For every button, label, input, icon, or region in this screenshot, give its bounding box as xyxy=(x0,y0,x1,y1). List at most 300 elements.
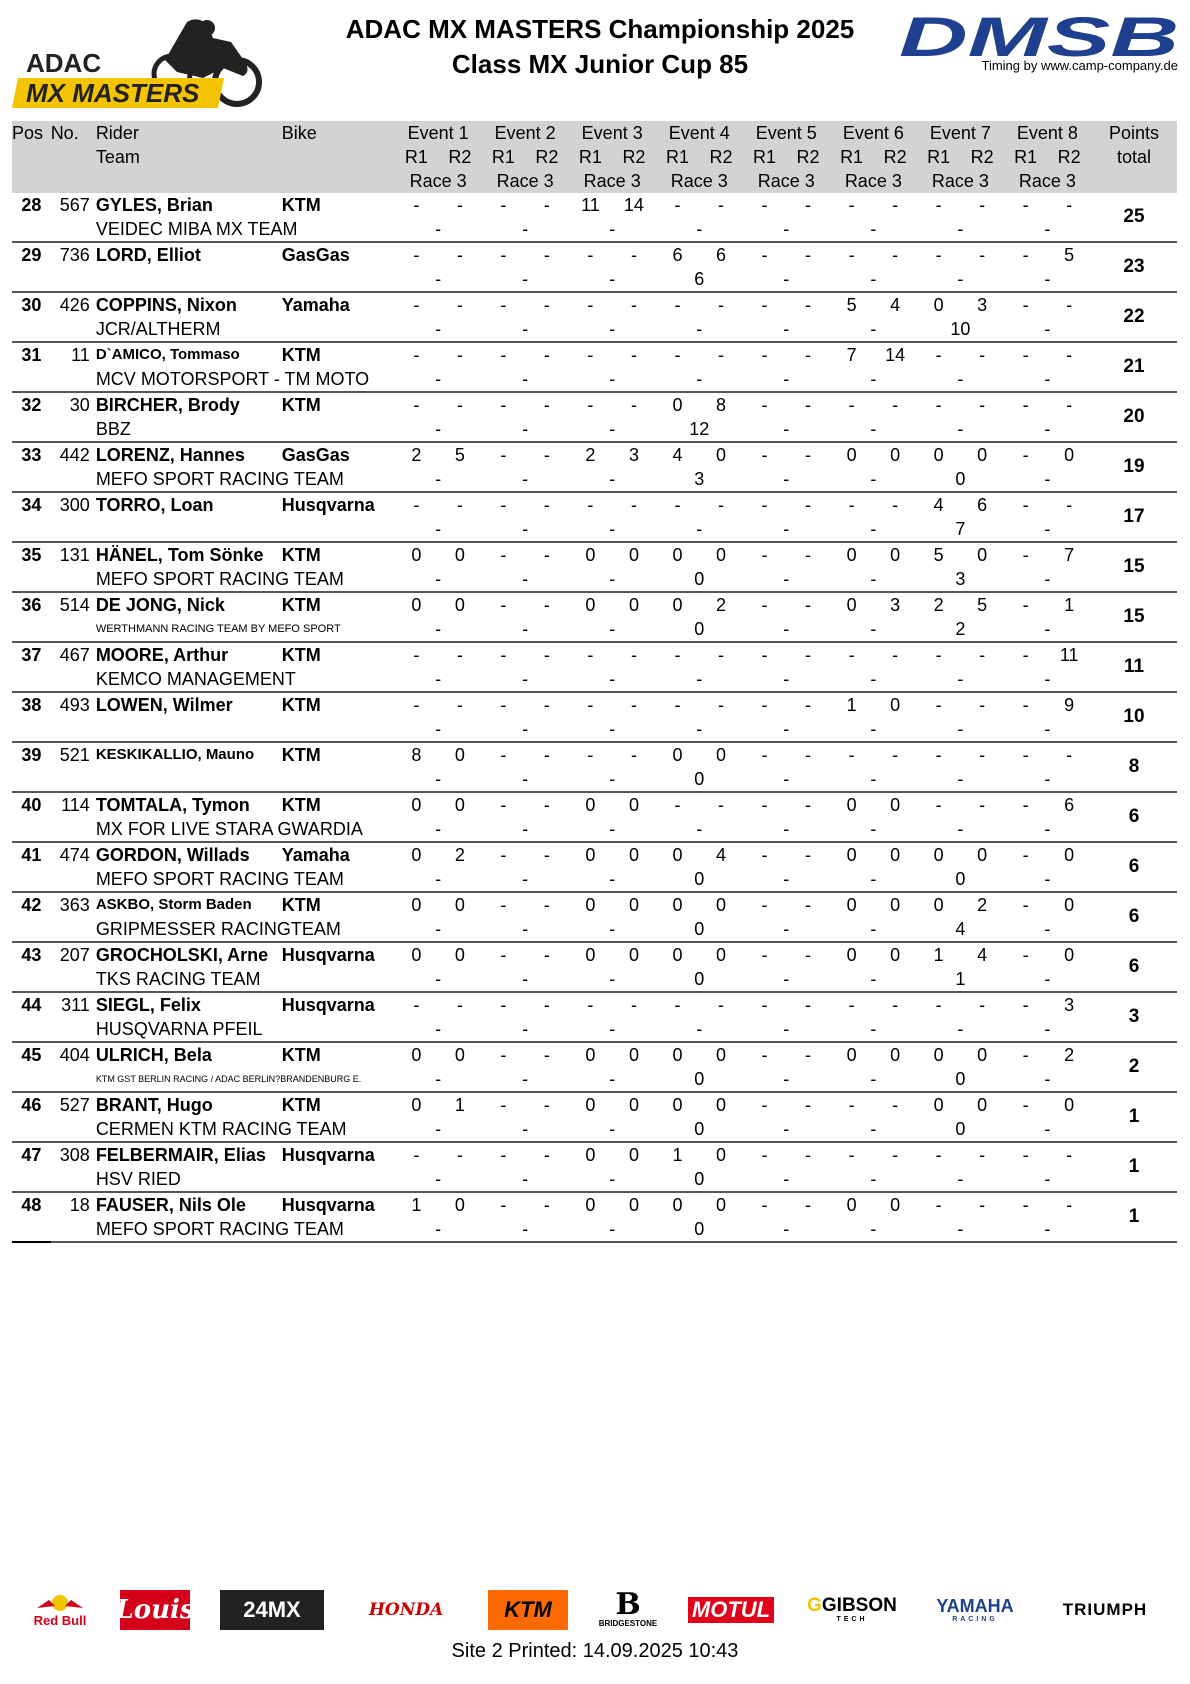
race-3-result: - xyxy=(435,219,442,239)
event-result xyxy=(395,693,482,741)
event-result xyxy=(395,1093,482,1141)
race-1-result: 0 xyxy=(846,845,857,865)
row-number: 514 xyxy=(51,592,96,642)
race-1-result: 0 xyxy=(933,445,944,465)
event-result xyxy=(1004,693,1091,741)
race-1-result: - xyxy=(674,695,681,715)
race-2-result: - xyxy=(979,745,986,765)
event-result xyxy=(830,1143,917,1191)
event-result xyxy=(830,1043,917,1091)
race-1-result: - xyxy=(761,1145,768,1165)
table-row xyxy=(12,792,1177,842)
race-1-result: - xyxy=(1022,795,1029,815)
race-1-result: 0 xyxy=(585,895,596,915)
race-3-result: 2 xyxy=(955,619,966,639)
race-2-result: - xyxy=(805,495,812,515)
race-1-result: - xyxy=(761,345,768,365)
race-2-result: 0 xyxy=(1064,1095,1075,1115)
row-pos: 39 xyxy=(12,742,51,792)
event-result xyxy=(917,343,1004,391)
table-row xyxy=(12,1142,1177,1192)
r1-label: R1 xyxy=(578,147,602,167)
race-3-result: - xyxy=(1044,269,1051,289)
race-3-result: - xyxy=(957,669,964,689)
race-3-result: - xyxy=(609,469,616,489)
race-3-result: - xyxy=(783,319,790,339)
race-2-result: 8 xyxy=(715,395,726,415)
race-3-result: - xyxy=(435,769,442,789)
r2-label: R2 xyxy=(883,147,907,167)
race-1-result: 0 xyxy=(585,595,596,615)
race-2-result: - xyxy=(543,545,550,565)
event-result xyxy=(482,1093,569,1141)
r2-label: R2 xyxy=(622,147,646,167)
race-3-result: - xyxy=(435,669,442,689)
event-result xyxy=(917,1193,1004,1241)
race-3-result: - xyxy=(522,1219,529,1239)
race-2-result: - xyxy=(456,995,463,1015)
rider-bike: KTM xyxy=(282,542,395,592)
event-result xyxy=(917,793,1004,841)
r1-label: R1 xyxy=(840,147,864,167)
race-3-result: - xyxy=(522,1069,529,1089)
event-result xyxy=(569,343,656,391)
rider-team: MEFO SPORT RACING TEAM xyxy=(95,1219,344,1239)
event-result xyxy=(569,1043,656,1091)
race-3-result: - xyxy=(870,919,877,939)
race-1-result: 0 xyxy=(672,745,683,765)
race-1-result: 0 xyxy=(672,595,683,615)
rider-name: ULRICH, Bela xyxy=(95,1045,212,1065)
race-3-result: 0 xyxy=(955,1069,966,1089)
points-total: 17 xyxy=(1091,492,1177,542)
race-3-result: 0 xyxy=(694,569,705,589)
race-1-result: - xyxy=(1022,445,1029,465)
event-result xyxy=(917,393,1004,441)
race-2-result: 0 xyxy=(977,1045,988,1065)
race-2-result: - xyxy=(805,195,812,215)
results-body xyxy=(12,193,1177,1242)
event-result xyxy=(482,893,569,941)
event-result xyxy=(830,293,917,341)
table-row xyxy=(12,742,1177,792)
race-3-result: - xyxy=(783,469,790,489)
event-result xyxy=(743,243,830,291)
race-2-result: 4 xyxy=(890,295,901,315)
rider-bike: KTM xyxy=(282,692,395,742)
logo-mxmasters-text: MX MASTERS xyxy=(26,78,200,108)
rider-name: LORENZ, Hannes xyxy=(95,445,245,465)
race-2-result: - xyxy=(805,1195,812,1215)
event-label: Event 1 xyxy=(407,123,469,143)
event-result xyxy=(743,193,830,241)
redbull-logo: Red Bull xyxy=(30,1590,90,1630)
race-2-result: - xyxy=(805,995,812,1015)
points-total: 22 xyxy=(1091,292,1177,342)
race-2-result: - xyxy=(456,345,463,365)
race-2-result: - xyxy=(717,195,724,215)
rider-team: VEIDEC MIBA MX TEAM xyxy=(95,219,298,239)
race-2-result: 0 xyxy=(890,845,901,865)
race-3-result: - xyxy=(870,1169,877,1189)
table-row xyxy=(12,692,1177,742)
race-2-result: 2 xyxy=(715,595,726,615)
race-1-result: 0 xyxy=(585,795,596,815)
race-1-result: - xyxy=(413,695,420,715)
event-result xyxy=(1004,293,1091,341)
race-1-result: - xyxy=(761,595,768,615)
race-3-result: - xyxy=(522,469,529,489)
race-1-result: 0 xyxy=(585,1195,596,1215)
rider-team: MCV MOTORSPORT - TM MOTO xyxy=(95,369,370,389)
row-pos: 46 xyxy=(12,1092,51,1142)
race-2-result: - xyxy=(630,345,637,365)
race-2-result: 0 xyxy=(890,545,901,565)
race-3-result: 0 xyxy=(955,869,966,889)
race-3-result: - xyxy=(609,719,616,739)
race-1-result: 0 xyxy=(411,1095,422,1115)
race-2-result: - xyxy=(630,645,637,665)
race-3-result: - xyxy=(783,369,790,389)
r1-label: R1 xyxy=(1014,147,1038,167)
race-3-result: - xyxy=(783,869,790,889)
race-1-result: - xyxy=(761,445,768,465)
event-result xyxy=(830,593,917,641)
race-2-result: 11 xyxy=(1059,645,1079,665)
race-2-result: - xyxy=(543,695,550,715)
rider-bike: KTM xyxy=(282,642,395,692)
race-3-result: - xyxy=(435,1119,442,1139)
dmsb-text: DMSB xyxy=(899,12,1179,62)
col-event-5 xyxy=(743,121,830,193)
rider-team: MX FOR LIVE STARA GWARDIA xyxy=(95,819,363,839)
race-3-result: - xyxy=(783,569,790,589)
race-3-result: 0 xyxy=(694,1069,705,1089)
race-3-result: - xyxy=(522,419,529,439)
race-1-result: - xyxy=(935,795,942,815)
race-3-result: - xyxy=(609,1169,616,1189)
race-1-result: 7 xyxy=(846,345,857,365)
event-result xyxy=(395,943,482,991)
logo-adac-text: ADAC xyxy=(26,48,102,78)
race-1-result: - xyxy=(500,745,507,765)
rider-bike: Husqvarna xyxy=(282,992,395,1042)
event-result xyxy=(482,793,569,841)
race-1-result: - xyxy=(848,195,855,215)
triumph-logo: TRIUMPH xyxy=(1062,1600,1148,1619)
event-result xyxy=(743,943,830,991)
race-2-result: - xyxy=(717,495,724,515)
points-total: 15 xyxy=(1091,542,1177,592)
r1-label: R1 xyxy=(404,147,428,167)
race-2-result: - xyxy=(805,445,812,465)
race-3-result: - xyxy=(1044,869,1051,889)
race-3-result: - xyxy=(783,719,790,739)
bridgestone-logo: B BRIDGESTONE xyxy=(598,1587,658,1628)
rider-bike: Husqvarna xyxy=(282,1142,395,1192)
race-3-result: - xyxy=(1044,369,1051,389)
race-2-result: - xyxy=(979,1145,986,1165)
race-2-result: 2 xyxy=(1064,1045,1075,1065)
rider-name: LORD, Elliot xyxy=(95,245,201,265)
row-number: 207 xyxy=(51,942,96,992)
event-result xyxy=(917,493,1004,541)
race-1-result: - xyxy=(761,845,768,865)
race-1-result: - xyxy=(1022,995,1029,1015)
race-2-result: 4 xyxy=(977,945,988,965)
event-result xyxy=(1004,843,1091,891)
race-2-result: - xyxy=(805,1045,812,1065)
event-result xyxy=(743,743,830,791)
rider-bike: KTM xyxy=(282,342,395,392)
race-3-result: - xyxy=(522,1019,529,1039)
event-result xyxy=(1004,793,1091,841)
race-1-result: - xyxy=(761,995,768,1015)
rider-name: KESKIKALLIO, Mauno xyxy=(95,746,255,763)
race-1-result: - xyxy=(935,345,942,365)
race-3-result: 12 xyxy=(689,419,710,439)
race-2-result: - xyxy=(892,745,899,765)
race-3-result: - xyxy=(1044,819,1051,839)
race-1-result: 8 xyxy=(411,745,422,765)
race-3-result: - xyxy=(783,1219,790,1239)
table-row xyxy=(12,592,1177,642)
event-result xyxy=(569,893,656,941)
points-total: 6 xyxy=(1091,892,1177,942)
race-1-result: 0 xyxy=(846,945,857,965)
event-result xyxy=(482,1143,569,1191)
race-3-result: - xyxy=(609,819,616,839)
race-2-result: - xyxy=(979,245,986,265)
rider-bike: GasGas xyxy=(282,442,395,492)
col-total: total xyxy=(1116,147,1151,167)
event-result xyxy=(743,543,830,591)
race-1-result: - xyxy=(587,995,594,1015)
race-2-result: - xyxy=(892,245,899,265)
race-3-result: - xyxy=(696,519,703,539)
race-1-result: 0 xyxy=(846,1045,857,1065)
race-1-result: - xyxy=(500,495,507,515)
race-3-result: - xyxy=(783,1119,790,1139)
race-2-result: - xyxy=(543,945,550,965)
race-3-result: - xyxy=(435,569,442,589)
race-2-result: 0 xyxy=(628,895,639,915)
event-result xyxy=(569,843,656,891)
race-1-result: - xyxy=(935,745,942,765)
event-result xyxy=(917,743,1004,791)
race-1-result: 0 xyxy=(846,595,857,615)
race-2-result: 0 xyxy=(454,895,465,915)
row-number: 567 xyxy=(51,193,96,242)
race-1-result: 4 xyxy=(672,445,683,465)
event-result xyxy=(569,543,656,591)
race-2-result: 0 xyxy=(977,445,988,465)
event-result xyxy=(656,693,743,741)
event-result xyxy=(743,843,830,891)
event-result xyxy=(395,393,482,441)
r2-label: R2 xyxy=(970,147,994,167)
race-1-result: 0 xyxy=(933,295,944,315)
race-3-result: - xyxy=(435,869,442,889)
event-result xyxy=(743,393,830,441)
row-pos: 43 xyxy=(12,942,51,992)
race-3-result: - xyxy=(609,919,616,939)
event-result xyxy=(569,1193,656,1241)
race-3-result: 0 xyxy=(694,1219,705,1239)
race-3-result: - xyxy=(1044,319,1051,339)
race-3-result: - xyxy=(522,869,529,889)
event-result xyxy=(656,243,743,291)
r1-label: R1 xyxy=(753,147,777,167)
race-1-result: - xyxy=(674,995,681,1015)
race-1-result: - xyxy=(587,345,594,365)
race-2-result: 0 xyxy=(715,1095,726,1115)
race-2-result: 4 xyxy=(715,845,726,865)
row-pos: 47 xyxy=(12,1142,51,1192)
event-result xyxy=(830,643,917,691)
event-result xyxy=(656,843,743,891)
race-3-result: - xyxy=(435,469,442,489)
rider-bike: KTM xyxy=(282,1092,395,1142)
race-3-result: - xyxy=(609,1219,616,1239)
race-2-result: 0 xyxy=(890,945,901,965)
race-3-result: - xyxy=(609,869,616,889)
row-number: 521 xyxy=(51,742,96,792)
race-1-result: - xyxy=(935,395,942,415)
event-label: Event 5 xyxy=(755,123,817,143)
race-3-result: - xyxy=(696,819,703,839)
race-3-result: - xyxy=(783,419,790,439)
event-result xyxy=(743,1093,830,1141)
race-2-result: 0 xyxy=(1064,445,1075,465)
race-2-result: - xyxy=(805,345,812,365)
race-2-result: 0 xyxy=(715,745,726,765)
event-result xyxy=(1004,1143,1091,1191)
event-result xyxy=(917,293,1004,341)
race-2-result: - xyxy=(543,895,550,915)
race-1-result: - xyxy=(1022,395,1029,415)
race-2-result: - xyxy=(543,1095,550,1115)
race-2-result: - xyxy=(892,495,899,515)
race-2-result: - xyxy=(805,545,812,565)
event-result xyxy=(569,243,656,291)
rider-team: BBZ xyxy=(95,419,131,439)
race-2-result: - xyxy=(543,595,550,615)
race-3-result: - xyxy=(609,1069,616,1089)
race-3-result: - xyxy=(609,1119,616,1139)
row-pos: 33 xyxy=(12,442,51,492)
event-result xyxy=(743,293,830,341)
event-result xyxy=(917,643,1004,691)
row-number: 300 xyxy=(51,492,96,542)
race-3-result: - xyxy=(609,669,616,689)
race-2-result: 0 xyxy=(628,595,639,615)
event-result xyxy=(395,443,482,491)
race-2-result: 5 xyxy=(454,445,465,465)
col-event-2 xyxy=(482,121,569,193)
row-pos: 30 xyxy=(12,292,51,342)
race-3-result: 0 xyxy=(955,1119,966,1139)
event-result xyxy=(743,593,830,641)
race-1-result: - xyxy=(935,995,942,1015)
race-2-result: - xyxy=(630,995,637,1015)
event-result xyxy=(1004,893,1091,941)
event-result xyxy=(1004,543,1091,591)
row-pos: 29 xyxy=(12,242,51,292)
col-event-3 xyxy=(569,121,656,193)
race-2-result: - xyxy=(456,1145,463,1165)
race-3-result: 0 xyxy=(694,869,705,889)
race-3-result: - xyxy=(957,419,964,439)
page-title xyxy=(300,12,900,82)
race-1-result: - xyxy=(500,845,507,865)
header-row xyxy=(12,121,1177,193)
race-1-result: 0 xyxy=(585,945,596,965)
race-1-result: 0 xyxy=(585,845,596,865)
event-result xyxy=(743,443,830,491)
race-1-result: - xyxy=(1022,495,1029,515)
event-result xyxy=(395,1193,482,1241)
race-1-result: - xyxy=(587,245,594,265)
race-1-result: - xyxy=(1022,345,1029,365)
race-2-result: - xyxy=(543,845,550,865)
row-pos: 28 xyxy=(12,193,51,242)
race-1-result: 0 xyxy=(672,545,683,565)
race-1-result: - xyxy=(413,195,420,215)
race-1-result: - xyxy=(761,1045,768,1065)
race-1-result: 0 xyxy=(672,895,683,915)
event-result xyxy=(395,343,482,391)
rider-bike: KTM xyxy=(282,592,395,642)
r1-label: R1 xyxy=(665,147,689,167)
race-1-result: - xyxy=(413,1145,420,1165)
row-number: 527 xyxy=(51,1092,96,1142)
col-event-7 xyxy=(917,121,1004,193)
race-3-result: 0 xyxy=(694,919,705,939)
event-result xyxy=(656,643,743,691)
race-2-result: 3 xyxy=(890,595,901,615)
race-2-result: - xyxy=(456,295,463,315)
race-1-result: - xyxy=(500,895,507,915)
row-number: 18 xyxy=(51,1192,96,1242)
race-2-result: - xyxy=(543,195,550,215)
race-1-result: - xyxy=(587,495,594,515)
event-result xyxy=(482,993,569,1041)
race-2-result: 0 xyxy=(1064,945,1075,965)
race-2-result: 14 xyxy=(623,195,644,215)
race-1-result: - xyxy=(500,195,507,215)
race-3-result: - xyxy=(435,369,442,389)
event-result xyxy=(743,643,830,691)
race-2-result: - xyxy=(717,695,724,715)
race-3-result: - xyxy=(870,969,877,989)
race-1-result: 0 xyxy=(672,1195,683,1215)
race-1-result: 2 xyxy=(411,445,422,465)
event-result xyxy=(656,393,743,441)
race-3-result: - xyxy=(522,819,529,839)
race-2-result: - xyxy=(543,1045,550,1065)
row-pos: 44 xyxy=(12,992,51,1042)
row-number: 114 xyxy=(51,792,96,842)
race-1-result: 0 xyxy=(846,445,857,465)
race-2-result: - xyxy=(1066,745,1073,765)
points-total: 15 xyxy=(1091,592,1177,642)
rider-team: HUSQVARNA PFEIL xyxy=(95,1019,263,1039)
race-2-result: 6 xyxy=(715,245,726,265)
row-pos: 41 xyxy=(12,842,51,892)
event-result xyxy=(830,1093,917,1141)
race-2-result: - xyxy=(805,745,812,765)
